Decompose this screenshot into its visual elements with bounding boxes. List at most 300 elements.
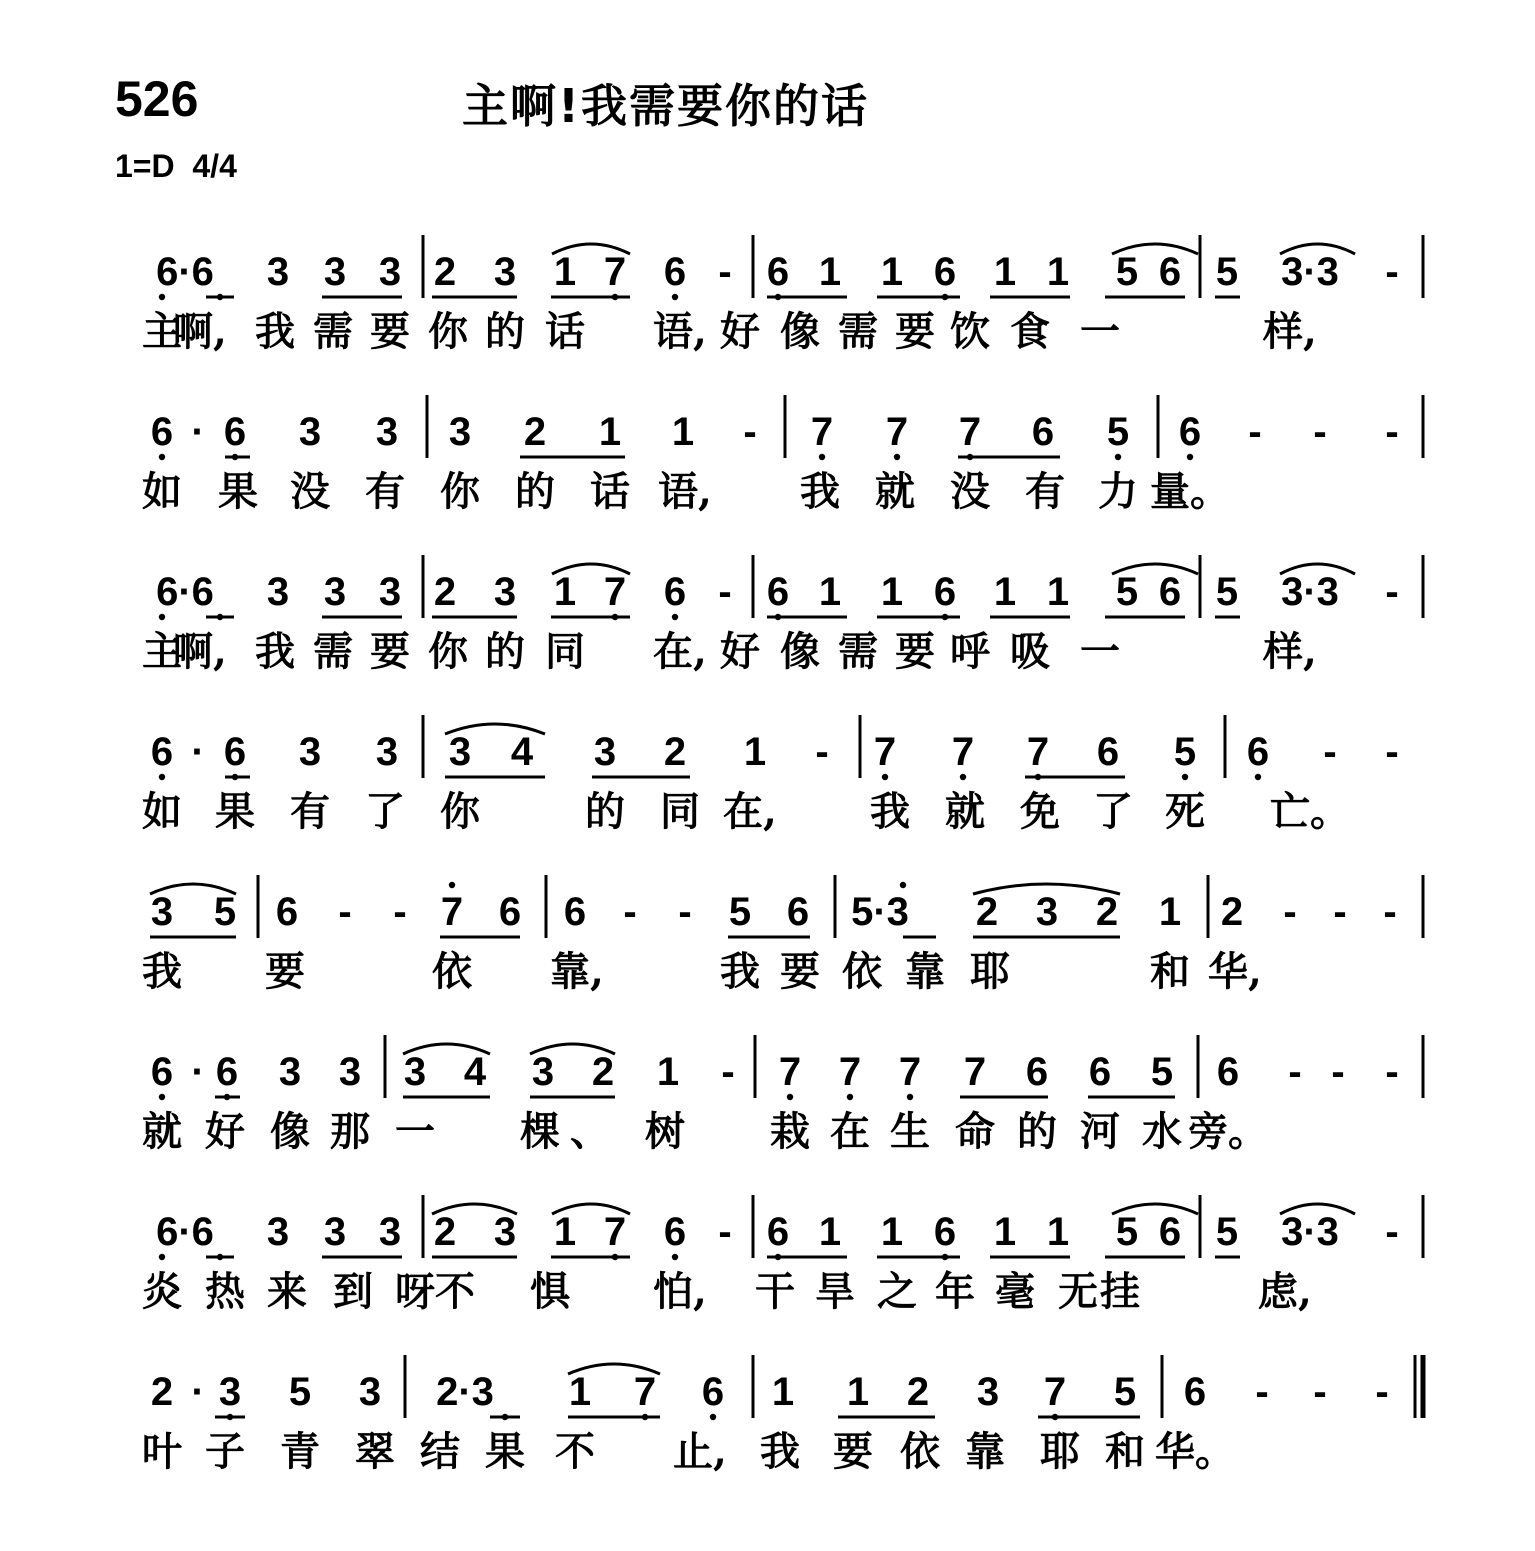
note-7-0: 2 <box>150 1370 174 1414</box>
lyric-5-13: 河 <box>1080 1108 1120 1155</box>
note-0-9: - <box>718 250 732 294</box>
note-6-19: 3·3 <box>1281 1210 1339 1254</box>
lyric-5-12: 的 <box>1017 1108 1057 1155</box>
note-1-15: 6 <box>1178 410 1202 454</box>
note-4-15: 2 <box>1095 890 1119 934</box>
lyric-7-0: 叶 <box>142 1428 182 1475</box>
lyric-5-14: 水 <box>1142 1108 1182 1155</box>
note-6-4: 2 <box>433 1210 457 1254</box>
note-6-7: 7 <box>603 1210 627 1254</box>
note-6-17: 6 <box>1158 1210 1182 1254</box>
note-3-12: 7 <box>951 730 975 774</box>
lyric-5-8: 栽 <box>770 1108 810 1155</box>
lyric-3-8: 我 <box>870 788 910 835</box>
note-7-5: 2·3 <box>436 1370 494 1414</box>
lyric-0-3: 需 <box>313 308 353 355</box>
note-6-11: 1 <box>818 1210 842 1254</box>
note-1-2: 6 <box>223 410 247 454</box>
note-6-12: 1 <box>880 1210 904 1254</box>
note-6-18: 5 <box>1215 1210 1239 1254</box>
note-5-3: 3 <box>278 1050 302 1094</box>
lyric-0-10: 像 <box>780 308 820 355</box>
note-0-4: 2 <box>433 250 457 294</box>
note-7-18: - <box>1375 1370 1389 1414</box>
note-7-3: 5 <box>288 1370 312 1414</box>
note-7-2: 3 <box>218 1370 242 1414</box>
note-4-5: 7 <box>440 890 464 934</box>
note-0-20: - <box>1385 250 1399 294</box>
note-0-6: 1 <box>553 250 577 294</box>
note-2-13: 6 <box>933 570 957 614</box>
lyric-3-3: 了 <box>365 788 405 835</box>
note-4-7: 6 <box>563 890 587 934</box>
lyric-2-0: 主 <box>142 628 182 675</box>
lyric-0-1: 啊, <box>173 308 227 355</box>
lyric-1-0: 如 <box>142 468 182 515</box>
note-1-4: 3 <box>375 410 399 454</box>
lyric-2-14: 吸 <box>1010 628 1050 675</box>
lyric-5-11: 命 <box>955 1108 995 1155</box>
note-3-0: 6 <box>150 730 174 774</box>
note-3-6: 4 <box>510 730 534 774</box>
lyric-6-13: 无 <box>1058 1268 1098 1315</box>
note-7-8: 6 <box>701 1370 725 1414</box>
lyric-5-0: 就 <box>142 1108 182 1155</box>
note-6-8: 6 <box>663 1210 687 1254</box>
note-7-6: 1 <box>568 1370 592 1414</box>
note-2-8: 6 <box>663 570 687 614</box>
octave-dot <box>960 774 966 780</box>
note-4-13: 2 <box>975 890 999 934</box>
lyric-7-11: 靠 <box>965 1428 1005 1475</box>
hymn-number: 526 <box>115 71 199 127</box>
lyric-0-13: 饮 <box>950 308 990 355</box>
note-0-11: 1 <box>818 250 842 294</box>
lyric-6-11: 年 <box>935 1268 975 1315</box>
note-0-19: 3·3 <box>1281 250 1339 294</box>
lyric-6-0: 炎 <box>142 1268 182 1315</box>
note-5-8: 2 <box>591 1050 615 1094</box>
note-2-18: 5 <box>1215 570 1239 614</box>
lyric-5-4: 一 <box>395 1108 435 1155</box>
note-2-11: 1 <box>818 570 842 614</box>
note-7-15: 6 <box>1183 1370 1207 1414</box>
note-3-11: 7 <box>873 730 897 774</box>
note-2-17: 6 <box>1158 570 1182 614</box>
lyric-2-1: 啊, <box>173 628 227 675</box>
note-5-6: 4 <box>463 1050 487 1094</box>
note-1-13: 6 <box>1031 410 1055 454</box>
lyric-1-7: 语, <box>658 468 712 515</box>
note-1-3: 3 <box>298 410 322 454</box>
note-4-2: 6 <box>275 890 299 934</box>
lyric-4-5: 要 <box>780 948 820 995</box>
note-3-1: · <box>191 730 205 774</box>
note-3-14: 6 <box>1096 730 1120 774</box>
lyric-7-8: 我 <box>760 1428 800 1475</box>
note-3-10: - <box>815 730 829 774</box>
note-0-10: 6 <box>766 250 790 294</box>
lyric-7-10: 依 <box>900 1428 940 1475</box>
note-1-7: 1 <box>598 410 622 454</box>
lyric-7-13: 和 <box>1105 1428 1145 1475</box>
note-0-2: 3 <box>323 250 347 294</box>
note-5-18: 6 <box>1216 1050 1240 1094</box>
lyric-0-7: 话 <box>545 308 585 355</box>
note-6-1: 3 <box>266 1210 290 1254</box>
note-6-14: 1 <box>993 1210 1017 1254</box>
octave-dot <box>1115 454 1121 460</box>
lyric-3-6: 同 <box>660 788 700 835</box>
octave-dot <box>159 454 165 460</box>
lyric-2-8: 在, <box>653 628 707 675</box>
note-4-4: - <box>393 890 407 934</box>
lyric-6-9: 旱 <box>815 1268 855 1315</box>
hymn-title: 主啊!我需要你的话 <box>462 79 869 133</box>
note-2-1: 3 <box>266 570 290 614</box>
lyric-7-1: 子 <box>205 1428 245 1475</box>
note-1-5: 3 <box>448 410 472 454</box>
note-7-12: 3 <box>976 1370 1000 1414</box>
lyric-5-3: 那 <box>330 1108 370 1155</box>
note-6-16: 5 <box>1115 1210 1139 1254</box>
lyric-2-10: 像 <box>780 628 820 675</box>
note-4-18: - <box>1283 890 1297 934</box>
note-3-15: 5 <box>1173 730 1197 774</box>
lyric-7-2: 青 <box>280 1428 320 1475</box>
lyric-2-4: 要 <box>370 628 410 675</box>
note-7-1: · <box>191 1370 205 1414</box>
octave-dot <box>159 614 165 620</box>
lyric-6-3: 到 <box>333 1268 373 1315</box>
lyric-3-2: 有 <box>290 788 330 835</box>
lyric-1-6: 话 <box>590 468 630 515</box>
note-3-13: 7 <box>1026 730 1050 774</box>
note-0-16: 5 <box>1115 250 1139 294</box>
note-5-2: 6 <box>215 1050 239 1094</box>
lyric-1-8: 我 <box>800 468 840 515</box>
note-4-10: 5 <box>728 890 752 934</box>
lyric-6-7: 怕, <box>653 1268 707 1315</box>
note-1-8: 1 <box>671 410 695 454</box>
note-4-1: 5 <box>213 890 237 934</box>
note-6-15: 1 <box>1046 1210 1070 1254</box>
key-signature: 1=D <box>115 148 175 184</box>
lyric-0-11: 需 <box>838 308 878 355</box>
note-5-19: - <box>1288 1050 1302 1094</box>
note-2-12: 1 <box>880 570 904 614</box>
note-4-8: - <box>623 890 637 934</box>
note-7-14: 5 <box>1113 1370 1137 1414</box>
octave-dot <box>672 1254 678 1260</box>
lyric-1-5: 的 <box>515 468 555 515</box>
note-0-13: 6 <box>933 250 957 294</box>
note-1-9: - <box>743 410 757 454</box>
lyric-7-9: 要 <box>833 1428 873 1475</box>
note-5-0: 6 <box>150 1050 174 1094</box>
lyric-2-5: 你 <box>428 628 468 675</box>
lyric-4-3: 靠, <box>550 948 604 995</box>
lyric-1-11: 有 <box>1025 468 1065 515</box>
lyric-2-2: 我 <box>255 628 295 675</box>
note-6-9: - <box>718 1210 732 1254</box>
lyric-3-13: 亡。 <box>1270 788 1350 835</box>
note-5-20: - <box>1331 1050 1345 1094</box>
note-3-18: - <box>1385 730 1399 774</box>
lyric-6-15: 虑, <box>1258 1268 1312 1315</box>
note-1-10: 7 <box>810 410 834 454</box>
note-2-3: 3 <box>378 570 402 614</box>
lyric-4-4: 我 <box>720 948 760 995</box>
lyric-6-1: 热 <box>205 1268 245 1315</box>
note-3-3: 3 <box>298 730 322 774</box>
lyric-0-2: 我 <box>255 308 295 355</box>
lyric-4-7: 靠 <box>905 948 945 995</box>
note-4-12: 5·3 <box>851 890 909 934</box>
note-6-6: 1 <box>553 1210 577 1254</box>
lyric-0-12: 要 <box>895 308 935 355</box>
note-0-0: 6·6 <box>156 250 214 294</box>
note-4-17: 2 <box>1220 890 1244 934</box>
lyric-0-5: 你 <box>428 308 468 355</box>
lyric-7-4: 结 <box>420 1428 460 1475</box>
note-0-1: 3 <box>266 250 290 294</box>
octave-dot <box>787 1094 793 1100</box>
lyric-1-9: 就 <box>875 468 915 515</box>
lyric-3-9: 就 <box>945 788 985 835</box>
lyric-7-6: 不 <box>555 1428 595 1475</box>
note-3-2: 6 <box>223 730 247 774</box>
octave-dot <box>1187 454 1193 460</box>
note-7-10: 1 <box>846 1370 870 1414</box>
note-7-7: 7 <box>633 1370 657 1414</box>
lyric-6-5: 不 <box>435 1268 475 1315</box>
note-6-13: 6 <box>933 1210 957 1254</box>
note-1-16: - <box>1248 410 1262 454</box>
note-2-7: 7 <box>603 570 627 614</box>
note-1-14: 5 <box>1106 410 1130 454</box>
lyric-2-7: 同 <box>545 628 585 675</box>
note-0-18: 5 <box>1215 250 1239 294</box>
note-7-17: - <box>1313 1370 1327 1414</box>
note-5-21: - <box>1385 1050 1399 1094</box>
note-5-5: 3 <box>403 1050 427 1094</box>
lyric-0-8: 语, <box>653 308 707 355</box>
octave-dot <box>894 454 900 460</box>
note-5-1: · <box>191 1050 205 1094</box>
note-5-16: 6 <box>1088 1050 1112 1094</box>
note-5-9: 1 <box>656 1050 680 1094</box>
note-3-7: 3 <box>593 730 617 774</box>
lyric-4-1: 要 <box>265 948 305 995</box>
lyric-1-2: 没 <box>290 468 330 515</box>
note-5-15: 6 <box>1025 1050 1049 1094</box>
lyric-4-8: 耶 <box>970 948 1010 995</box>
lyric-3-12: 死 <box>1165 788 1205 835</box>
octave-dot <box>672 294 678 300</box>
note-4-3: - <box>338 890 352 934</box>
lyric-3-11: 了 <box>1093 788 1133 835</box>
lyric-5-9: 在 <box>830 1108 870 1155</box>
lyric-2-15: 一 <box>1080 628 1120 675</box>
lyric-2-16: 样, <box>1263 628 1317 675</box>
note-6-5: 3 <box>493 1210 517 1254</box>
note-2-20: - <box>1385 570 1399 614</box>
lyric-6-6: 惧 <box>530 1268 570 1315</box>
note-0-3: 3 <box>378 250 402 294</box>
lyric-2-9: 好 <box>720 628 760 675</box>
lyric-5-1: 好 <box>205 1108 245 1155</box>
note-6-20: - <box>1385 1210 1399 1254</box>
note-2-14: 1 <box>993 570 1017 614</box>
note-2-2: 3 <box>323 570 347 614</box>
note-5-7: 3 <box>531 1050 555 1094</box>
lyric-3-7: 在, <box>723 788 777 835</box>
note-2-5: 3 <box>493 570 517 614</box>
note-2-19: 3·3 <box>1281 570 1339 614</box>
lyric-2-11: 需 <box>838 628 878 675</box>
note-0-5: 3 <box>493 250 517 294</box>
note-4-19: - <box>1333 890 1347 934</box>
note-0-12: 1 <box>880 250 904 294</box>
note-5-17: 5 <box>1150 1050 1174 1094</box>
note-7-9: 1 <box>771 1370 795 1414</box>
note-2-0: 6·6 <box>156 570 214 614</box>
note-3-4: 3 <box>375 730 399 774</box>
time-signature: 4/4 <box>192 148 237 184</box>
lyric-2-13: 呼 <box>950 628 990 675</box>
lyric-1-13: 量。 <box>1150 468 1230 515</box>
lyric-4-10: 华, <box>1208 948 1262 995</box>
octave-dot <box>1255 774 1261 780</box>
note-1-18: - <box>1385 410 1399 454</box>
lyric-5-2: 像 <box>270 1108 310 1155</box>
lyric-7-3: 翠 <box>355 1428 395 1475</box>
note-3-9: 1 <box>743 730 767 774</box>
lyric-0-15: 一 <box>1080 308 1120 355</box>
octave-dot <box>907 1094 913 1100</box>
note-5-11: 7 <box>778 1050 802 1094</box>
lyric-4-2: 依 <box>432 948 472 995</box>
note-0-7: 7 <box>603 250 627 294</box>
lyric-7-12: 耶 <box>1040 1428 1080 1475</box>
note-2-6: 1 <box>553 570 577 614</box>
lyric-3-0: 如 <box>142 788 182 835</box>
note-2-15: 1 <box>1046 570 1070 614</box>
octave-dot <box>900 882 906 888</box>
lyric-2-3: 需 <box>313 628 353 675</box>
note-5-14: 7 <box>963 1050 987 1094</box>
note-7-13: 7 <box>1043 1370 1067 1414</box>
octave-dot <box>1182 774 1188 780</box>
note-4-20: - <box>1383 890 1397 934</box>
note-1-11: 7 <box>885 410 909 454</box>
octave-dot <box>159 1094 165 1100</box>
octave-dot <box>710 1414 716 1420</box>
lyric-4-6: 依 <box>842 948 882 995</box>
note-3-5: 3 <box>448 730 472 774</box>
note-3-17: - <box>1323 730 1337 774</box>
lyric-6-2: 来 <box>267 1268 307 1315</box>
octave-dot <box>159 774 165 780</box>
lyric-3-1: 果 <box>215 788 255 835</box>
note-7-11: 2 <box>906 1370 930 1414</box>
octave-dot <box>159 294 165 300</box>
octave-dot <box>672 614 678 620</box>
note-4-11: 6 <box>786 890 810 934</box>
note-2-9: - <box>718 570 732 614</box>
octave-dot <box>847 1094 853 1100</box>
note-1-6: 2 <box>523 410 547 454</box>
note-7-4: 3 <box>358 1370 382 1414</box>
note-4-16: 1 <box>1158 890 1182 934</box>
octave-dot <box>449 882 455 888</box>
lyric-1-1: 果 <box>218 468 258 515</box>
lyric-7-7: 止, <box>673 1428 727 1475</box>
note-6-10: 6 <box>766 1210 790 1254</box>
lyric-5-5: 棵 <box>520 1108 560 1155</box>
lyric-5-7: 树 <box>645 1108 685 1155</box>
lyric-1-3: 有 <box>365 468 405 515</box>
note-3-16: 6 <box>1246 730 1270 774</box>
note-2-16: 5 <box>1115 570 1139 614</box>
note-0-17: 6 <box>1158 250 1182 294</box>
lyric-0-6: 的 <box>485 308 525 355</box>
note-5-4: 3 <box>338 1050 362 1094</box>
note-7-16: - <box>1255 1370 1269 1414</box>
lyric-4-0: 我 <box>142 948 182 995</box>
note-0-15: 1 <box>1046 250 1070 294</box>
lyric-0-0: 主 <box>142 308 182 355</box>
lyric-0-14: 食 <box>1010 308 1050 355</box>
lyric-1-10: 没 <box>950 468 990 515</box>
note-0-14: 1 <box>993 250 1017 294</box>
lyric-2-12: 要 <box>895 628 935 675</box>
lyric-2-6: 的 <box>485 628 525 675</box>
lyric-5-6: 、 <box>570 1108 610 1155</box>
note-4-9: - <box>678 890 692 934</box>
note-4-6: 6 <box>498 890 522 934</box>
lyric-1-4: 你 <box>440 468 480 515</box>
lyric-6-10: 之 <box>877 1268 917 1315</box>
octave-dot <box>159 1254 165 1260</box>
note-3-8: 2 <box>663 730 687 774</box>
lyric-5-15: 旁。 <box>1188 1108 1268 1155</box>
lyric-1-12: 力 <box>1098 468 1138 515</box>
lyric-4-9: 和 <box>1150 948 1190 995</box>
note-6-3: 3 <box>378 1210 402 1254</box>
lyric-7-14: 华。 <box>1155 1428 1235 1475</box>
note-5-10: - <box>721 1050 735 1094</box>
lyric-0-16: 样, <box>1263 308 1317 355</box>
note-1-1: · <box>191 410 205 454</box>
octave-dot <box>819 454 825 460</box>
note-4-0: 3 <box>150 890 174 934</box>
note-5-13: 7 <box>898 1050 922 1094</box>
lyric-3-5: 的 <box>585 788 625 835</box>
note-1-0: 6 <box>150 410 174 454</box>
lyric-0-4: 要 <box>370 308 410 355</box>
lyric-3-10: 免 <box>1020 788 1060 835</box>
note-4-14: 3 <box>1035 890 1059 934</box>
lyric-5-10: 生 <box>890 1108 930 1155</box>
note-6-2: 3 <box>323 1210 347 1254</box>
note-6-0: 6·6 <box>156 1210 214 1254</box>
octave-dot <box>882 774 888 780</box>
lyric-6-14: 挂 <box>1100 1268 1140 1315</box>
lyric-0-9: 好 <box>720 308 760 355</box>
lyric-6-12: 毫 <box>995 1268 1035 1315</box>
